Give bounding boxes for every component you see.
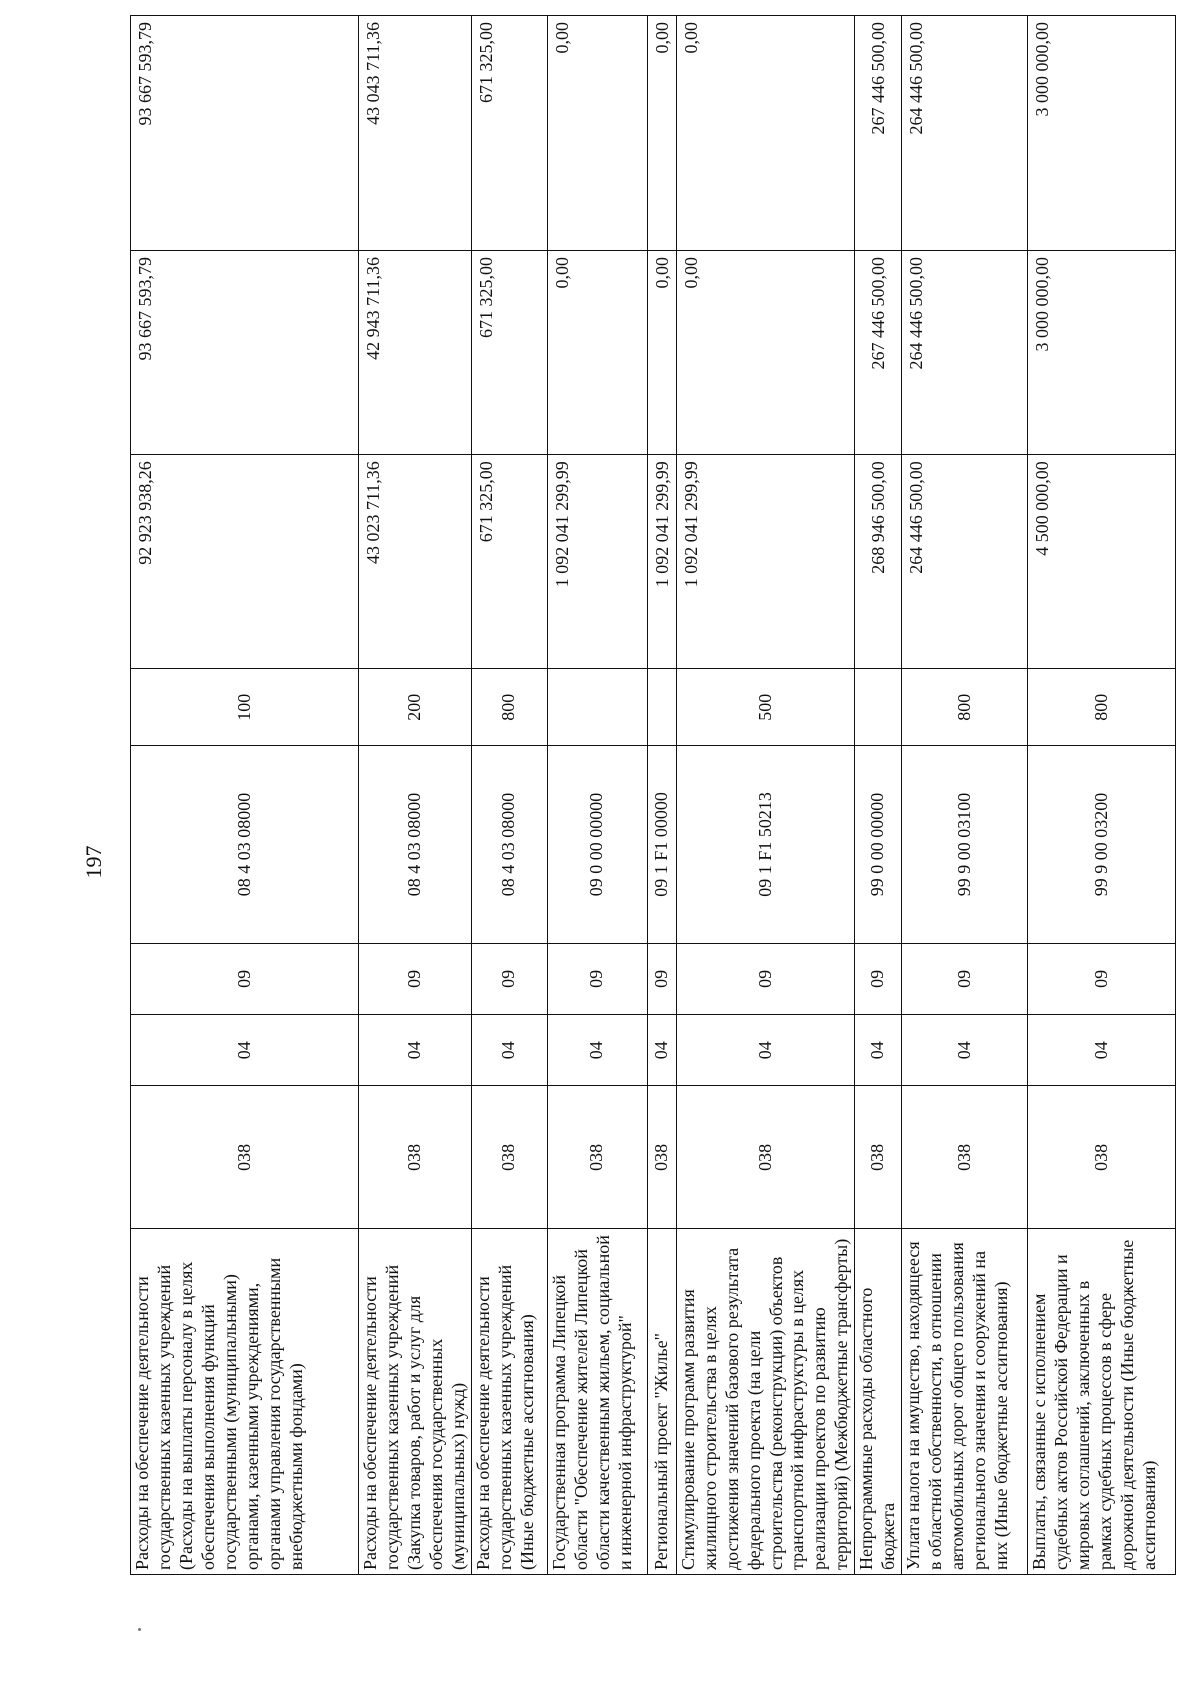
subsection-cell: 09	[471, 943, 547, 1014]
amount-2-cell: 267 446 500,00	[855, 251, 902, 455]
section-cell: 04	[131, 1015, 359, 1086]
amount-2-cell: 93 667 593,79	[131, 251, 359, 455]
expense-type-cell: 500	[676, 669, 855, 746]
subsection-cell: 09	[1028, 943, 1176, 1014]
table-row	[676, 16, 855, 1575]
target-article-cell: 09 1 F1 00000	[647, 746, 676, 944]
target-article-cell: 08 4 03 08000	[471, 746, 547, 944]
row-description: Расходы на обеспечение деятельности государственных казенных учреждений (Расходы на выплаты персоналу в целях обеспечения выполнения функций государственными (муниципальными) органами, казенными учреждениями, органами управления государственными внебюджетными фондами)	[131, 1229, 359, 1575]
row-description: Стимулирование программ развития жилищного строительства в целях достижения значений базового результата федерального проекта (на цели строительства (реконструкции) объектов транспортной инфраструктуры в целях реализации проектов по развитию территорий) (Межбюджетные трансферты)	[676, 1229, 855, 1575]
amount-3-cell: 0,00	[647, 16, 676, 251]
page-number: 197	[81, 845, 106, 879]
amount-3-cell: 93 667 593,79	[131, 16, 359, 251]
amount-3-cell: 3 000 000,00	[1028, 16, 1176, 251]
section-cell: 04	[902, 1015, 1028, 1086]
budget-table	[130, 15, 1176, 1575]
section-cell: 04	[547, 1015, 647, 1086]
table-row	[547, 16, 647, 1575]
target-article-cell: 09 1 F1 50213	[676, 746, 855, 944]
target-article-cell: 99 9 00 03200	[1028, 746, 1176, 944]
row-description: Региональный проект "Жилье"	[647, 1229, 676, 1575]
target-article-cell: 09 0 00 00000	[547, 746, 647, 944]
admin-code-cell: 038	[131, 1086, 359, 1229]
amount-2-cell: 264 446 500,00	[902, 251, 1028, 455]
subsection-cell: 09	[676, 943, 855, 1014]
amount-1-cell: 671 325,00	[471, 455, 547, 669]
table-row	[471, 16, 547, 1575]
subsection-cell: 09	[902, 943, 1028, 1014]
admin-code-cell: 038	[471, 1086, 547, 1229]
amount-1-cell: 1 092 041 299,99	[676, 455, 855, 669]
table-row	[855, 16, 902, 1575]
row-description: Выплаты, связанные с исполнением судебных актов Российской Федерации и мировых соглашений, заключенных в рамках судебных процессов в сфере дорожной деятельности (Иные бюджетные ассигнования)	[1028, 1229, 1176, 1575]
expense-type-cell: 800	[471, 669, 547, 746]
amount-2-cell: 0,00	[676, 251, 855, 455]
subsection-cell: 09	[855, 943, 902, 1014]
subsection-cell: 09	[647, 943, 676, 1014]
section-cell: 04	[647, 1015, 676, 1086]
admin-code-cell: 038	[902, 1086, 1028, 1229]
table-row	[359, 16, 472, 1575]
subsection-cell: 09	[359, 943, 472, 1014]
table-row	[647, 16, 676, 1575]
amount-3-cell: 43 043 711,36	[359, 16, 472, 251]
target-article-cell: 99 0 00 00000	[855, 746, 902, 944]
expense-type-cell: 200	[359, 669, 472, 746]
expense-type-cell: 800	[1028, 669, 1176, 746]
amount-1-cell: 268 946 500,00	[855, 455, 902, 669]
amount-1-cell: 4 500 000,00	[1028, 455, 1176, 669]
budget-table-rotated	[130, 15, 1160, 1575]
admin-code-cell: 038	[359, 1086, 472, 1229]
target-article-cell: 99 9 00 03100	[902, 746, 1028, 944]
amount-2-cell: 671 325,00	[471, 251, 547, 455]
expense-type-cell	[855, 669, 902, 746]
expense-type-cell: 800	[902, 669, 1028, 746]
amount-1-cell: 92 923 938,26	[131, 455, 359, 669]
target-article-cell: 08 4 03 08000	[131, 746, 359, 944]
amount-1-cell: 1 092 041 299,99	[647, 455, 676, 669]
section-cell: 04	[1028, 1015, 1176, 1086]
section-cell: 04	[855, 1015, 902, 1086]
section-cell: 04	[676, 1015, 855, 1086]
subsection-cell: 09	[547, 943, 647, 1014]
admin-code-cell: 038	[855, 1086, 902, 1229]
table-row	[902, 16, 1028, 1575]
amount-2-cell: 3 000 000,00	[1028, 251, 1176, 455]
admin-code-cell: 038	[676, 1086, 855, 1229]
section-cell: 04	[359, 1015, 472, 1086]
row-description: Непрограммные расходы областного бюджета	[855, 1229, 902, 1575]
amount-2-cell: 0,00	[547, 251, 647, 455]
table-row	[131, 16, 359, 1575]
expense-type-cell	[647, 669, 676, 746]
amount-3-cell: 264 446 500,00	[902, 16, 1028, 251]
amount-1-cell: 1 092 041 299,99	[547, 455, 647, 669]
row-description: Уплата налога на имущество, находящееся в областной собственности, в отношении автомобильных дорог общего пользования регионального значения и сооружений на них (Иные бюджетные ассигнования)	[902, 1229, 1028, 1575]
row-description: Расходы на обеспечение деятельности государственных казенных учреждений (Иные бюджетные ассигнования)	[471, 1229, 547, 1575]
expense-type-cell: 100	[131, 669, 359, 746]
row-description: Расходы на обеспечение деятельности государственных казенных учреждений (Закупка товаров, работ и услуг для обеспечения государственных (муниципальных) нужд)	[359, 1229, 472, 1575]
table-row	[1028, 16, 1176, 1575]
amount-3-cell: 267 446 500,00	[855, 16, 902, 251]
subsection-cell: 09	[131, 943, 359, 1014]
amount-3-cell: 0,00	[547, 16, 647, 251]
amount-1-cell: 264 446 500,00	[902, 455, 1028, 669]
scan-speck	[138, 1628, 141, 1631]
amount-2-cell: 0,00	[647, 251, 676, 455]
admin-code-cell: 038	[1028, 1086, 1176, 1229]
row-description: Государственная программа Липецкой области "Обеспечение жителей Липецкой области качественным жильем, социальной и инженерной инфраструктурой"	[547, 1229, 647, 1575]
amount-3-cell: 0,00	[676, 16, 855, 251]
admin-code-cell: 038	[647, 1086, 676, 1229]
amount-3-cell: 671 325,00	[471, 16, 547, 251]
admin-code-cell: 038	[547, 1086, 647, 1229]
amount-1-cell: 43 023 711,36	[359, 455, 472, 669]
section-cell: 04	[471, 1015, 547, 1086]
amount-2-cell: 42 943 711,36	[359, 251, 472, 455]
target-article-cell: 08 4 03 08000	[359, 746, 472, 944]
expense-type-cell	[547, 669, 647, 746]
